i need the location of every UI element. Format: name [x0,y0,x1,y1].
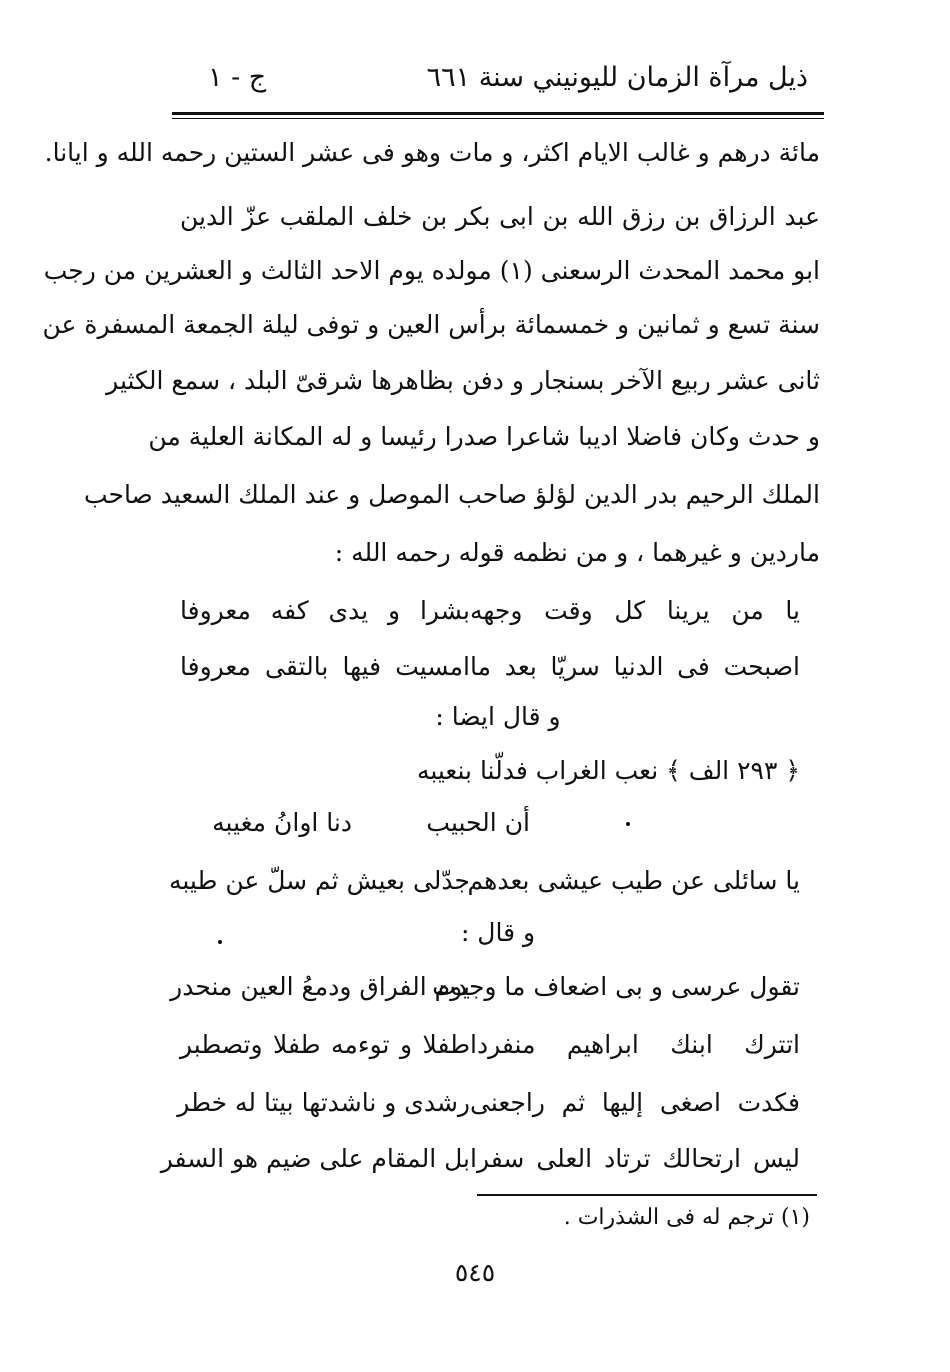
verse-second-hemistich: جدّلى بعيش ثم سلّ عن طيبه [168,866,470,895]
prose-line: الملك الرحيم بدر الدين لؤلؤ صاحب الموصل و عند الملك السعيد صاحب [83,480,820,509]
verse-first-hemistich: فكدت اصغى إليها ثم راجعنى [470,1088,800,1117]
prose-line: ابو محمد المحدث الرسعنى (١) مولده يوم الاحد الثالث و العشرين من رجب [43,256,820,285]
verse-second-hemistich: امسيت فيها بالتقى معروفا [180,652,470,681]
verse-first-hemistich: ليس ارتحالك ترتاد العلى سفرا [470,1144,800,1173]
verse-second-hemistich: رشدى و ناشدتها بيتا له خطر [177,1088,470,1117]
folio-verse-line: ﴿ ٢٩٣ الف ﴾ نعب الغراب فدلّنا بنعيبه [416,756,800,785]
verse-second-hemistich: بل المقام على ضيم هو السفر [160,1144,470,1173]
verse-first-hemistich: يا من يرينا كل وقت وجهه [470,596,800,625]
stray-mark [626,822,630,826]
verse-first-hemistich: أن الحبيب [426,808,530,837]
verse-first-hemistich: اتترك ابنك ابراهيم منفردا [470,1030,800,1059]
verse-second-hemistich: يوم الفراق ودمعُ العين منحدر [170,972,470,1001]
verse-second-hemistich: دنا اوانُ مغيبه [212,808,352,837]
verse-first-hemistich: تقول عرسى و بى اضعاف ما وجدت [432,972,800,1001]
footnote-rule [477,1194,817,1196]
page-number: ٥٤٥ [454,1258,496,1287]
prose-line: عبد الرزاق بن رزق الله بن ابى بكر بن خلف الملقب عزّ الدين [180,202,820,231]
header-title: ذيل مرآة الزمان لليونيني سنة ٦٦١ [426,62,808,93]
running-header [178,58,818,108]
header-rule-thin [172,118,824,119]
prose-line: مائة درهم و غالب الايام اكثر، و مات وهو فى عشر الستين رحمه الله و ايانا. [44,138,820,167]
verse-first-hemistich: يا سائلى عن طيب عيشى بعدهم [467,866,800,895]
prose-line: و حدث وكان فاضلا اديبا شاعرا صدرا رئيسا و له المكانة العلية من [148,422,820,451]
verse-first-hemistich: اصبحت فى الدنيا سريّا بعد ما [470,652,800,681]
verse-second-hemistich: بشرا و يدى كفه معروفا [180,596,470,625]
section-intro: و قال : [460,918,536,947]
prose-line: سنة تسع و ثمانين و خمسمائة برأس العين و توفى ليلة الجمعة المسفرة عن [42,310,820,339]
verse-second-hemistich: طفلا و توءمه طفلا وتصطبر [180,1030,470,1059]
prose-line: ماردين و غيرهما ، و من نظمه قوله رحمه الله : [334,538,820,567]
footnote: (١) ترجم له فى الشذرات . [563,1205,810,1230]
header-volume: ج - ١ [208,62,267,93]
prose-line: ثانى عشر ربيع الآخر بسنجار و دفن بظاهرها شرقىّ البلد ، سمع الكثير [106,366,820,395]
header-rule-thick [172,112,824,115]
section-intro: و قال ايضا : [435,702,561,731]
